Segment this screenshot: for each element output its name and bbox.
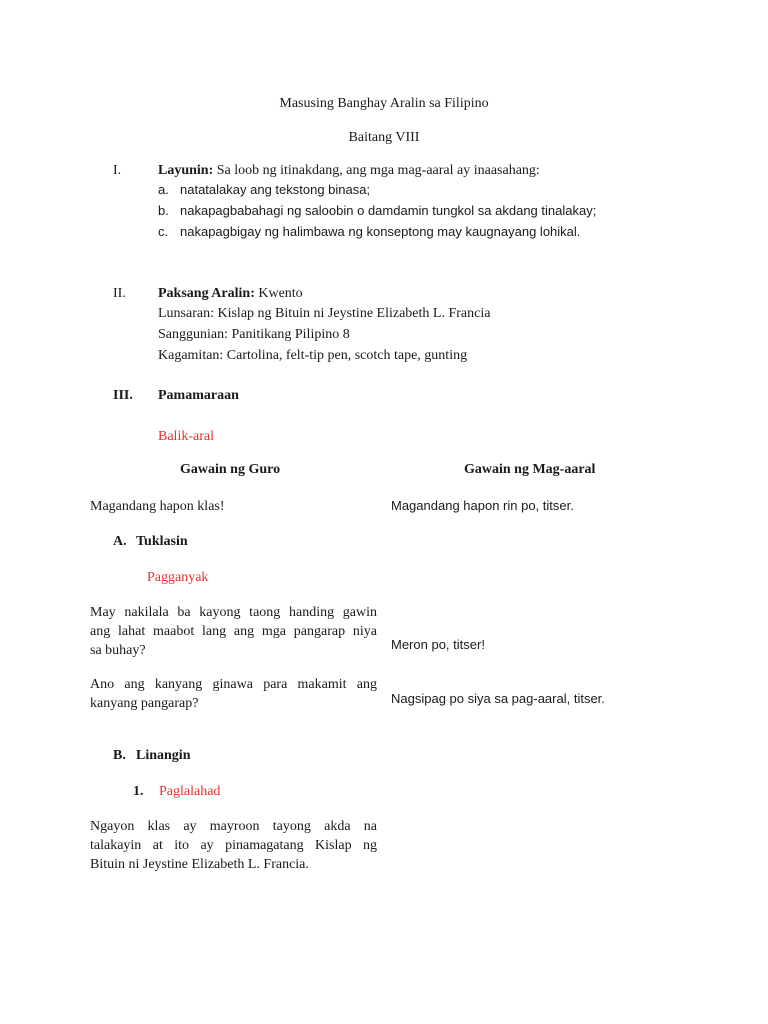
objective-letter: b. (158, 203, 169, 218)
question-line: sa buhay? (90, 643, 146, 658)
objectives-intro: Sa loob ng itinakdang, ang mga mag-aaral ay inaasahang: (216, 163, 540, 178)
teacher-paragraph (90, 817, 377, 874)
grade-level: Baitang VIII (348, 130, 420, 145)
subject-topic: Kwento (258, 286, 303, 301)
question-line: ang lahat maabot lang ang mga pangarap niya (90, 624, 377, 639)
section-number: III. (113, 388, 133, 403)
part-title: Tuklasin (136, 534, 188, 549)
student-column-header: Gawain ng Mag-aaral (464, 462, 596, 477)
student-answer: Nagsipag po siya sa pag-aaral, titser. (391, 691, 605, 706)
objective-item: natatalakay ang tekstong binasa; (180, 182, 371, 197)
subject-line (158, 284, 303, 303)
section-number: II. (113, 286, 126, 301)
objective-item: nakapagbigay ng halimbawa ng konseptong may kaugnayang lohikal. (180, 224, 581, 239)
part-label: B. (113, 748, 126, 763)
part-title: Linangin (136, 748, 191, 763)
teacher-column-header: Gawain ng Guro (180, 462, 281, 477)
part-label: A. (113, 534, 127, 549)
subject-detail: Sanggunian: Panitikang Pilipino 8 (158, 327, 350, 342)
objective-letter: a. (158, 182, 169, 197)
motivation-heading: Pagganyak (147, 570, 209, 585)
objectives-line (158, 161, 540, 180)
teacher-greeting: Magandang hapon klas! (90, 499, 225, 514)
procedure-label: Pamamaraan (158, 388, 239, 403)
question-line: kanyang pangarap? (90, 696, 199, 711)
teacher-question (90, 675, 377, 713)
presentation-heading: Paglalahad (159, 784, 221, 799)
subject-detail: Kagamitan: Cartolina, felt-tip pen, scotch tape, gunting (158, 348, 468, 363)
question-line: Ano ang kanyang ginawa para makamit ang (90, 677, 377, 692)
step-number: 1. (133, 784, 144, 799)
student-answer: Meron po, titser! (391, 637, 485, 652)
objectives-label: Layunin: (158, 163, 214, 178)
review-heading: Balik-aral (158, 429, 214, 444)
paragraph-line: Bituin ni Jeystine Elizabeth L. Francia. (90, 857, 309, 872)
paragraph-line: talakayin at ito ay pinamagatang Kislap ng (90, 838, 377, 853)
student-greeting: Magandang hapon rin po, titser. (391, 498, 574, 513)
subject-detail: Lunsaran: Kislap ng Bituin ni Jeystine Elizabeth L. Francia (158, 306, 491, 321)
document-title: Masusing Banghay Aralin sa Filipino (279, 96, 489, 111)
objective-item: nakapagbabahagi ng saloobin o damdamin tungkol sa akdang tinalakay; (180, 203, 597, 218)
subject-label: Paksang Aralin: (158, 286, 255, 301)
section-number: I. (113, 163, 122, 178)
objective-letter: c. (158, 224, 169, 239)
question-line: May nakilala ba kayong taong handing gawin (90, 605, 377, 620)
paragraph-line: Ngayon klas ay mayroon tayong akda na (90, 819, 377, 834)
teacher-question (90, 603, 377, 660)
